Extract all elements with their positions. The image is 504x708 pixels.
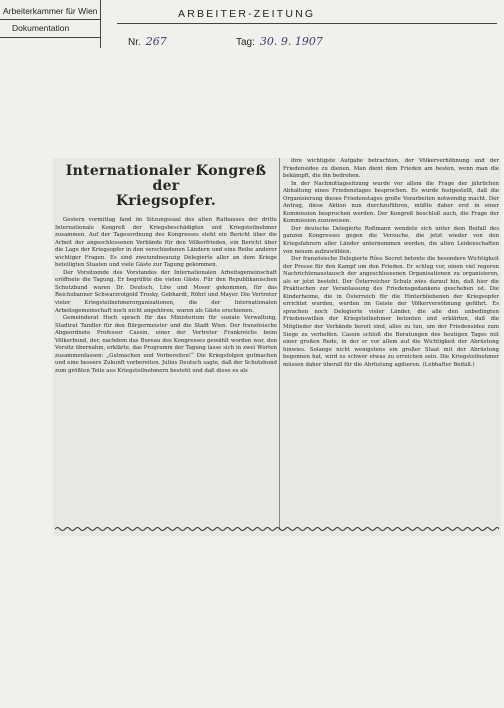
- article-paragraph: Der französische Delegierte Rôss Secret betonte die besondere Wichtigkeit der Presse für den Kampf um den Frieden. Er schlug vor, einen viel regeren Nachrichtenaustausch der angeschlossenen Organisationen zu organisieren, als er jetzt besteht. Der Österreicher Schulz wies darauf hin, daß hier die Praktischen zur Veranlassung des Friedensgedankens geschehen ist. Die Kinderheime, die in Österreich für die Hinterbliebenen der Kriegsopfer errichtet wurden, werden im Geiste der Völkerversöhnung geführt. Es sprachen noch Delegierte vieler Länder, die alle den unbedingten Friedenswillen der Kriegsteilnehmer betonten und erklärten, daß die Mitglieder der Verbände bereit sind, alles zu tun, um der Friedensidee zum Siege zu verhelfen. Cassin schloß die Beratungen des heutigen Tages mit einer großen Rede, in der er vor allem auf die Wichtigkeit der Abrüstung hinwies. Solange nicht wenigstens ein großer Staat mit der Abrüstung begonnen hat, wird es schwer etwas zu erreichen sein. Die Kriegsteilnehmer müssen daher überall für die Abrüstung agitieren. (Lebhafter Beifall.): [283, 256, 499, 368]
- article-paragraph: Gemeinderat Hoch sprach für das Ministerium für soziale Verwaltung, Stadtrat Tandler für den Bürgermeister und die Stadt Wien. Der französische Abgeordnete Professor Cassin, einer der Vertreter Frankreichs beim Völkerbund, der, nachdem das Bureau des Kongresses gewählt worden war, den Vorsitz übernahm, erklärte, das Programm der Tagung lasse sich in zwei Worten zusammenfassen: „Gutmachen und Vorbereiten!“ Die Kriegsfolgen gutmachen und eine bessere Zukunft vorbereiten. Julius Deutsch sagte, daß der Schutzbund zum größten Teile aus Kriegsteilnehmern besteht und daß diese es als: [55, 315, 277, 374]
- article-paragraph: Gestern vormittag fand im Sitzungssaal des alten Rathauses der dritte Internationale Kongreß der Kriegsbeschädigten und Kriegsteilnehmer zusammen. Auf der Tagesordnung des Kongresses steht ein Bericht über die Arbeit der angeschlossenen Verbände für den Völkerfrieden, ein Bericht über die Lage der Kriegsopfer in den verschiedenen Ländern und eine Reihe anderer wichtiger Fragen. Es sind zweiundneunzig Delegierte aller an dem Kriege beteiligten Staaten und viele Gäste zur Tagung gekommen.: [55, 217, 277, 269]
- archive-stamp: [0, 0, 100, 48]
- issue-date-value: 30. 9. 1907: [259, 35, 323, 48]
- article-paragraph: In der Nachmittagssitzung wurde vor allem die Frage der jährlichen Abhaltung eines Friedenstages besprochen. Es wurde festgestellt, daß die Organisierung dieses Friedenstages große Vorarbeiten notwendig macht. Der Antrag, diese Aktion nun durchzuführen, müßte daher erst in einer Kommission besprochen werden. Der Kongreß beschloß auch, die Frage der Kommission zuzuweisen.: [283, 180, 499, 225]
- article-paragraph: Der Vorsitzende des Vorstandes der Internationalen Arbeitsgemeinschaft eröffnete die Tagung. Er begrüßte die vielen Gäste. Für den Republikanischen Schutzbund waren Dr. Deutsch, Löw und Moser gekommen, für das Reichsbanner Schwarzrotgold Trosky, Gebhardt, Röhrl und Mayer. Die Vertreter vieler Kriegsteilnehmerorganisationen, die der Internationalen Arbeitsgemeinschaft noch nicht angehören, waren als Gäste erschienen.: [55, 269, 277, 314]
- header-rule: [117, 23, 497, 24]
- issue-number-value: 267: [145, 35, 167, 48]
- article-column-left: [55, 158, 277, 375]
- issue-number-label: Nr.: [128, 37, 141, 48]
- stamp-border: [100, 0, 101, 48]
- article-title-line-2: Kriegsopfer.: [115, 193, 217, 209]
- newspaper-name: ARBEITER-ZEITUNG: [178, 8, 316, 20]
- archive-name: Arbeiterkammer für Wien: [3, 6, 98, 16]
- issue-date: [236, 35, 323, 48]
- article-paragraph: Der deutsche Delegierte Roßmann wendete sich unter dem Beifall des ganzen Kongresses gegen die Versuche, die jetzt wieder von den Kriegsfahrern aller Länder unternommen werden, die alten Leidenschaften von neuem aufzuwühlen.: [283, 225, 499, 255]
- stamp-rule-2: [0, 37, 101, 38]
- article-title-line-1: Internationaler Kongreß der: [65, 163, 267, 194]
- newspaper-clipping: [53, 158, 501, 536]
- column-divider: [279, 158, 280, 530]
- archive-department: Dokumentation: [12, 23, 70, 33]
- article-paragraph: ihre wichtigste Aufgabe betrachten, der Völkerverhöhnung und der Friedensidee zu dienen. Man dient dem Frieden am besten, wenn man die bekämpft, die ihn bedrohen.: [283, 158, 499, 180]
- wavy-end-rule: [55, 526, 499, 532]
- issue-date-label: Tag:: [236, 37, 255, 48]
- article-title: [55, 164, 277, 209]
- issue-number: [128, 35, 167, 48]
- stamp-rule-1: [0, 19, 101, 20]
- article-column-right: [283, 158, 499, 369]
